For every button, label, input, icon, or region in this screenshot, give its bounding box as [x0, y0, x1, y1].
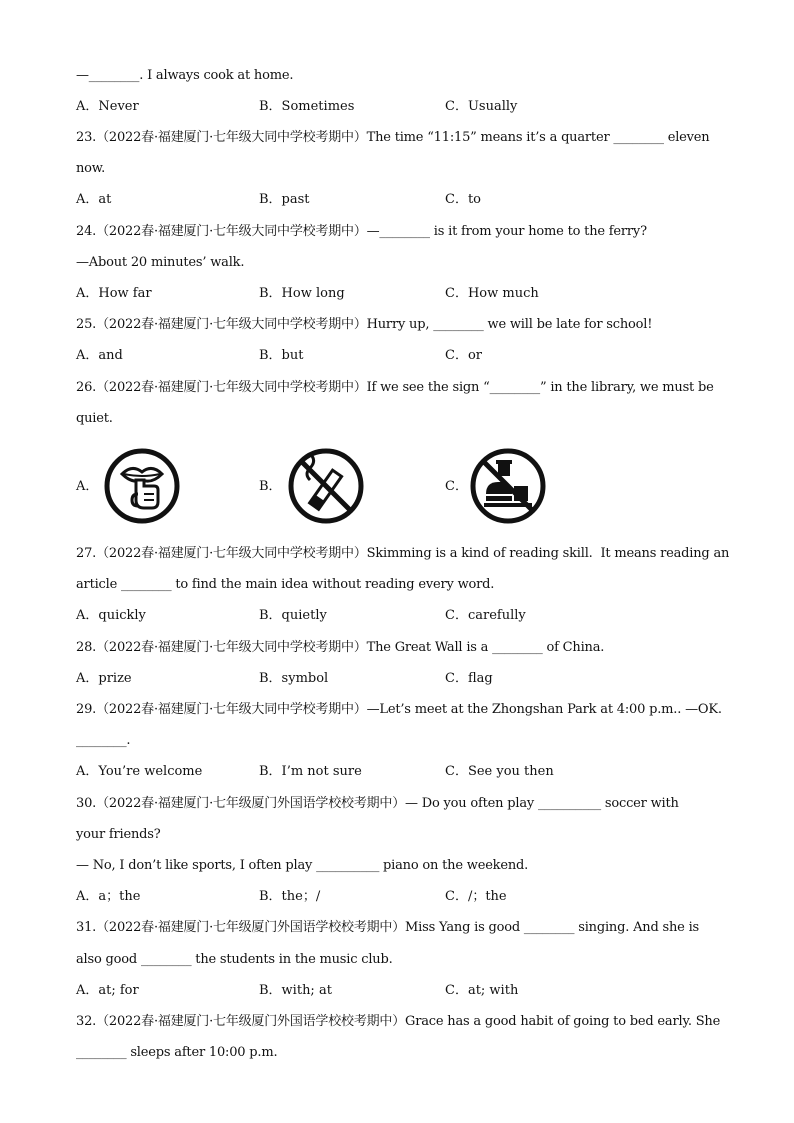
no-smoking-sign-icon	[286, 446, 366, 526]
question-23-stem-cont: now.	[76, 161, 106, 176]
q26-option-b[interactable]: B．	[259, 479, 282, 494]
question-27-stem: 27.（2022春·福建厦门·七年级大同中学校考期中）Skimming is a kind of reading skill. It means reading an	[76, 546, 730, 561]
question-24-stem: 24.（2022春·福建厦门·七年级大同中学校考期中）—________ is it from your home to the ferry?	[76, 224, 647, 239]
question-32-stem-cont: ________ sleeps after 10:00 p.m.	[76, 1045, 278, 1060]
q29-option-c[interactable]: C．See you then	[445, 764, 554, 779]
q24-option-a[interactable]: A．How far	[76, 286, 152, 301]
q28-option-b[interactable]: B．symbol	[259, 671, 329, 686]
q29-option-b[interactable]: B．I’m not sure	[259, 764, 362, 779]
q25-option-c[interactable]: C．or	[445, 348, 482, 363]
question-30-stem-cont-2: — No, I don’t like sports, I often play __________ piano on the weekend.	[76, 858, 529, 873]
q29-option-a[interactable]: A．You’re welcome	[76, 764, 203, 779]
question-32-stem: 32.（2022春·福建厦门·七年级厦门外国语学校校考期中）Grace has a good habit of going to bed early. She	[76, 1014, 721, 1029]
q31-option-c[interactable]: C．at; with	[445, 983, 519, 998]
q31-option-b[interactable]: B．with; at	[259, 983, 332, 998]
q23-option-a[interactable]: A．at	[76, 192, 112, 207]
q25-option-a[interactable]: A．and	[76, 348, 123, 363]
question-23-stem: 23.（2022春·福建厦门·七年级大同中学校考期中）The time “11:15” means it’s a quarter ________ eleven	[76, 130, 710, 145]
q24-option-c[interactable]: C．How much	[445, 286, 539, 301]
q22-option-c[interactable]: C．Usually	[445, 99, 518, 114]
no-food-drink-sign-icon	[468, 446, 548, 526]
question-30-stem: 30.（2022春·福建厦门·七年级厦门外国语学校校考期中）— Do you often play __________ soccer with	[76, 796, 679, 811]
q28-option-c[interactable]: C．flag	[445, 671, 493, 686]
q22-option-a[interactable]: A．Never	[76, 99, 139, 114]
q23-option-b[interactable]: B．past	[259, 192, 310, 207]
q30-option-a[interactable]: A．a；the	[76, 889, 141, 904]
question-29-stem-cont: ________.	[76, 733, 131, 748]
question-31-stem: 31.（2022春·福建厦门·七年级厦门外国语学校校考期中）Miss Yang is good ________ singing. And she is	[76, 920, 699, 935]
q27-option-a[interactable]: A．quickly	[76, 608, 146, 623]
q24-option-b[interactable]: B．How long	[259, 286, 345, 301]
question-25-stem: 25.（2022春·福建厦门·七年级大同中学校考期中）Hurry up, ________ we will be late for school!	[76, 317, 653, 332]
question-30-stem-cont: your friends?	[76, 827, 161, 842]
q31-option-a[interactable]: A．at; for	[76, 983, 139, 998]
q30-option-b[interactable]: B．the；/	[259, 889, 321, 904]
question-24-stem-cont: —About 20 minutes’ walk.	[76, 255, 245, 270]
question-26-stem-cont: quiet.	[76, 411, 113, 426]
q26-option-c[interactable]: C．	[445, 479, 468, 494]
q26-option-a[interactable]: A．	[76, 479, 99, 494]
q22-option-b[interactable]: B．Sometimes	[259, 99, 355, 114]
question-29-stem: 29.（2022春·福建厦门·七年级大同中学校考期中）—Let’s meet at the Zhongshan Park at 4:00 p.m.. —OK.	[76, 702, 722, 717]
question-28-stem: 28.（2022春·福建厦门·七年级大同中学校考期中）The Great Wall is a ________ of China.	[76, 640, 605, 655]
question-22-stem: —________. I always cook at home.	[76, 68, 294, 83]
no-talking-sign-icon	[102, 446, 182, 526]
question-27-stem-cont: article ________ to find the main idea without reading every word.	[76, 577, 495, 592]
q27-option-b[interactable]: B．quietly	[259, 608, 327, 623]
q28-option-a[interactable]: A．prize	[76, 671, 132, 686]
q27-option-c[interactable]: C．carefully	[445, 608, 526, 623]
q30-option-c[interactable]: C．/；the	[445, 889, 507, 904]
q23-option-c[interactable]: C．to	[445, 192, 481, 207]
question-31-stem-cont: also good ________ the students in the music club.	[76, 952, 393, 967]
question-26-stem: 26.（2022春·福建厦门·七年级大同中学校考期中）If we see the sign “________” in the library, we must be	[76, 380, 714, 395]
q25-option-b[interactable]: B．but	[259, 348, 304, 363]
